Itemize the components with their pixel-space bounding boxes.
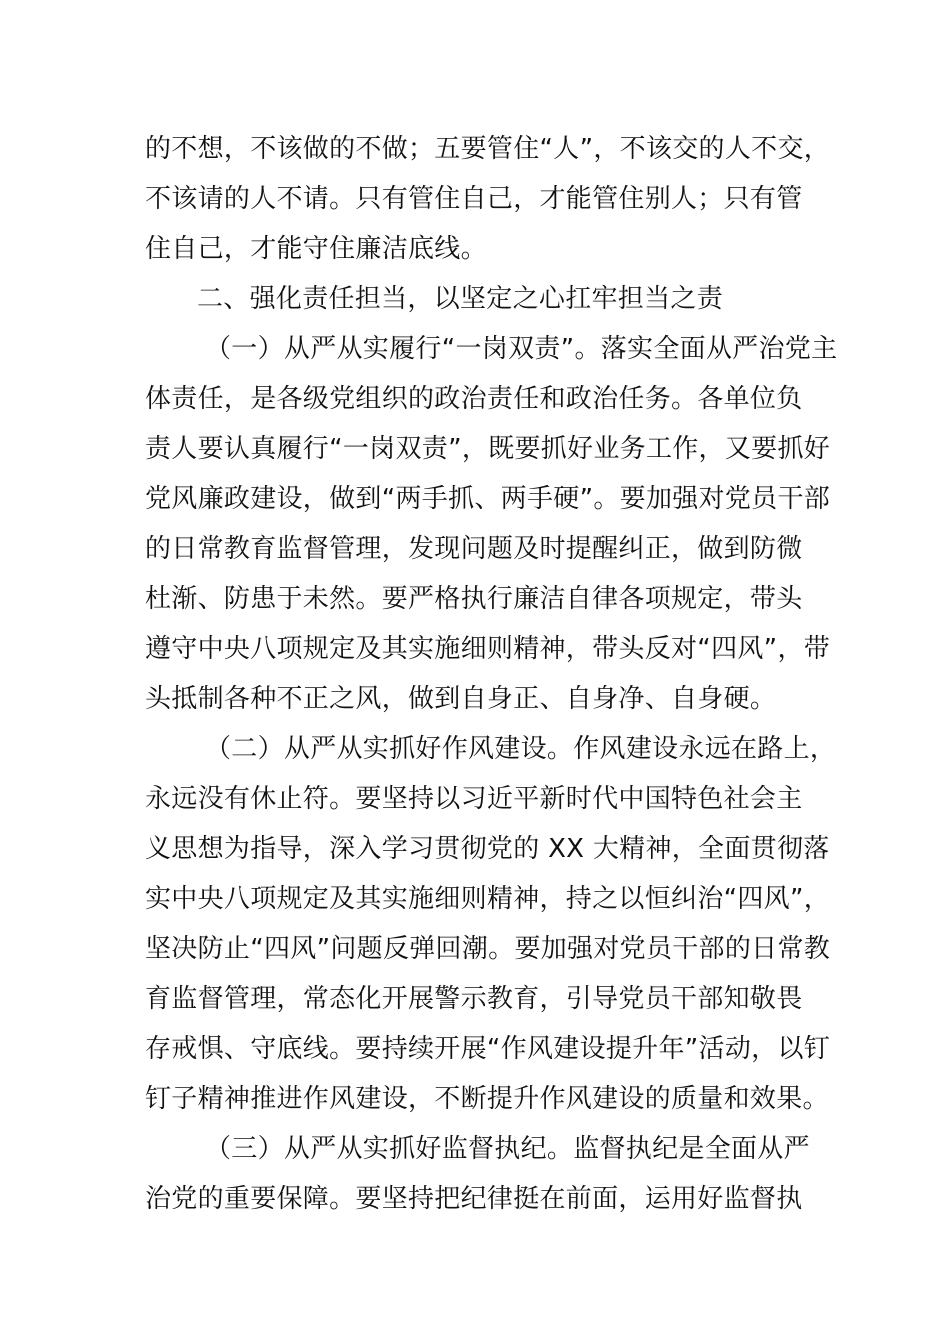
subsection-heading-line: （三）从严从实抓好监督执纪。监督执纪是全面从严 (205, 1134, 810, 1164)
text-line: 杜渐、防患于未然。要严格执行廉洁自律各项规定，带头 (145, 584, 803, 614)
section-heading: 二、强化责任担当，以坚定之心扛牢担当之责 (197, 284, 724, 314)
text-line: 遵守中央八项规定及其实施细则精神，带头反对“四风”，带 (145, 634, 831, 664)
text-line: 责人要认真履行“一岗双责”，既要抓好业务工作，又要抓好 (145, 434, 831, 464)
subsection-heading-line: （二）从严从实抓好作风建设。作风建设永远在路上， (205, 734, 837, 764)
text-line: 的日常教育监督管理，发现问题及时提醒纠正，做到防微 (145, 534, 803, 564)
text-line: 实中央八项规定及其实施细则精神，持之以恒纠治“四风”， (145, 884, 831, 914)
text-line: 义思想为指导，深入学习贯彻党的 XX 大精神，全面贯彻落 (145, 834, 830, 864)
text-line: 育监督管理，常态化开展警示教育，引导党员干部知敬畏 (145, 984, 803, 1014)
subsection-heading-line: （一）从严从实履行“一岗双责”。落实全面从严治党主 (205, 334, 838, 364)
text-line: 永远没有休止符。要坚持以习近平新时代中国特色社会主 (145, 784, 803, 814)
text-line: 不该请的人不请。只有管住自己，才能管住别人；只有管 (145, 184, 803, 214)
text-line: 体责任，是各级党组织的政治责任和政治任务。各单位负 (145, 384, 803, 414)
text-line: 治党的重要保障。要坚持把纪律挺在前面，运用好监督执 (145, 1184, 803, 1214)
document-body (145, 124, 838, 1224)
text-line: 钉子精神推进作风建设，不断提升作风建设的质量和效果。 (145, 1084, 829, 1114)
text-line: 头抵制各种不正之风，做到自身正、自身净、自身硬。 (145, 684, 777, 714)
text-line: 的不想，不该做的不做；五要管住“人”，不该交的人不交， (145, 134, 831, 164)
text-line: 存戒惧、守底线。要持续开展“作风建设提升年”活动，以钉 (145, 1034, 831, 1064)
text-line: 坚决防止“四风”问题反弹回潮。要加强对党员干部的日常教 (145, 934, 831, 964)
text-line: 党风廉政建设，做到“两手抓、两手硬”。要加强对党员干部 (145, 484, 831, 514)
text-line: 住自己，才能守住廉洁底线。 (145, 234, 487, 264)
